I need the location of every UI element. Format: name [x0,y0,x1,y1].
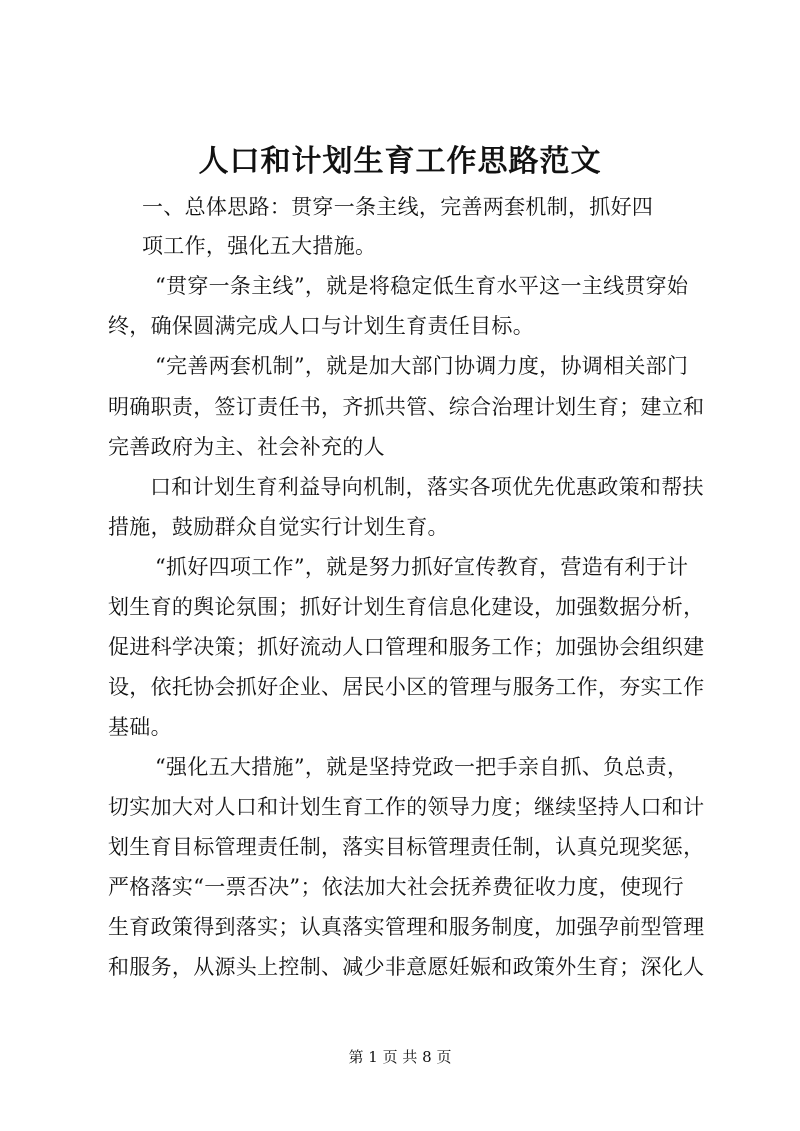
page-footer: 第 1 页 共 8 页 [348,1048,452,1066]
body-line: 促进科学决策；抓好流动人口管理和服务工作；加强协会组织建 [108,635,705,659]
body-line: 措施，鼓励群众自觉实行计划生育。 [108,515,449,539]
body-line: 终，确保圆满完成人口与计划生育责任目标。 [108,314,534,338]
body-line: 切实加大对人口和计划生育工作的领导力度；继续坚持人口和计 [108,795,705,819]
body-line: 和服务，从源头上控制、减少非意愿妊娠和政策外生育；深化人 [108,955,705,979]
body-line: 完善政府为主、社会补充的人 [108,435,385,459]
body-line: 生育政策得到落实；认真落实管理和服务制度，加强孕前型管理 [108,915,705,939]
body-line: 一、总体思路：贯穿一条主线，完善两套机制，抓好四 [142,195,654,219]
body-line: “贯穿一条主线”，就是将稳定低生育水平这一主线贯穿始 [155,274,689,298]
body-line: “强化五大措施”，就是坚持党政一把手亲自抓、负总责， [155,755,689,779]
body-line: 项工作，强化五大措施。 [142,234,377,258]
body-line: 设，依托协会抓好企业、居民小区的管理与服务工作，夯实工作 [108,675,705,699]
body-line: 严格落实“一票否决”；依法加大社会抚养费征收力度，使现行 [108,875,684,899]
body-line: “完善两套机制”，就是加大部门协调力度，协调相关部门 [155,354,689,378]
document-title: 人口和计划生育工作思路范文 [198,144,602,179]
body-line: 基础。 [108,715,172,739]
body-line: “抓好四项工作”，就是努力抓好宣传教育，营造有利于计 [155,555,689,579]
body-line: 明确职责，签订责任书，齐抓共管、综合治理计划生育；建立和 [108,395,705,419]
body-line: 划生育目标管理责任制，落实目标管理责任制，认真兑现奖惩， [108,835,705,859]
body-line: 口和计划生育利益导向机制，落实各项优先优惠政策和帮扶 [150,475,704,499]
body-line: 划生育的舆论氛围；抓好计划生育信息化建设，加强数据分析， [108,595,705,619]
